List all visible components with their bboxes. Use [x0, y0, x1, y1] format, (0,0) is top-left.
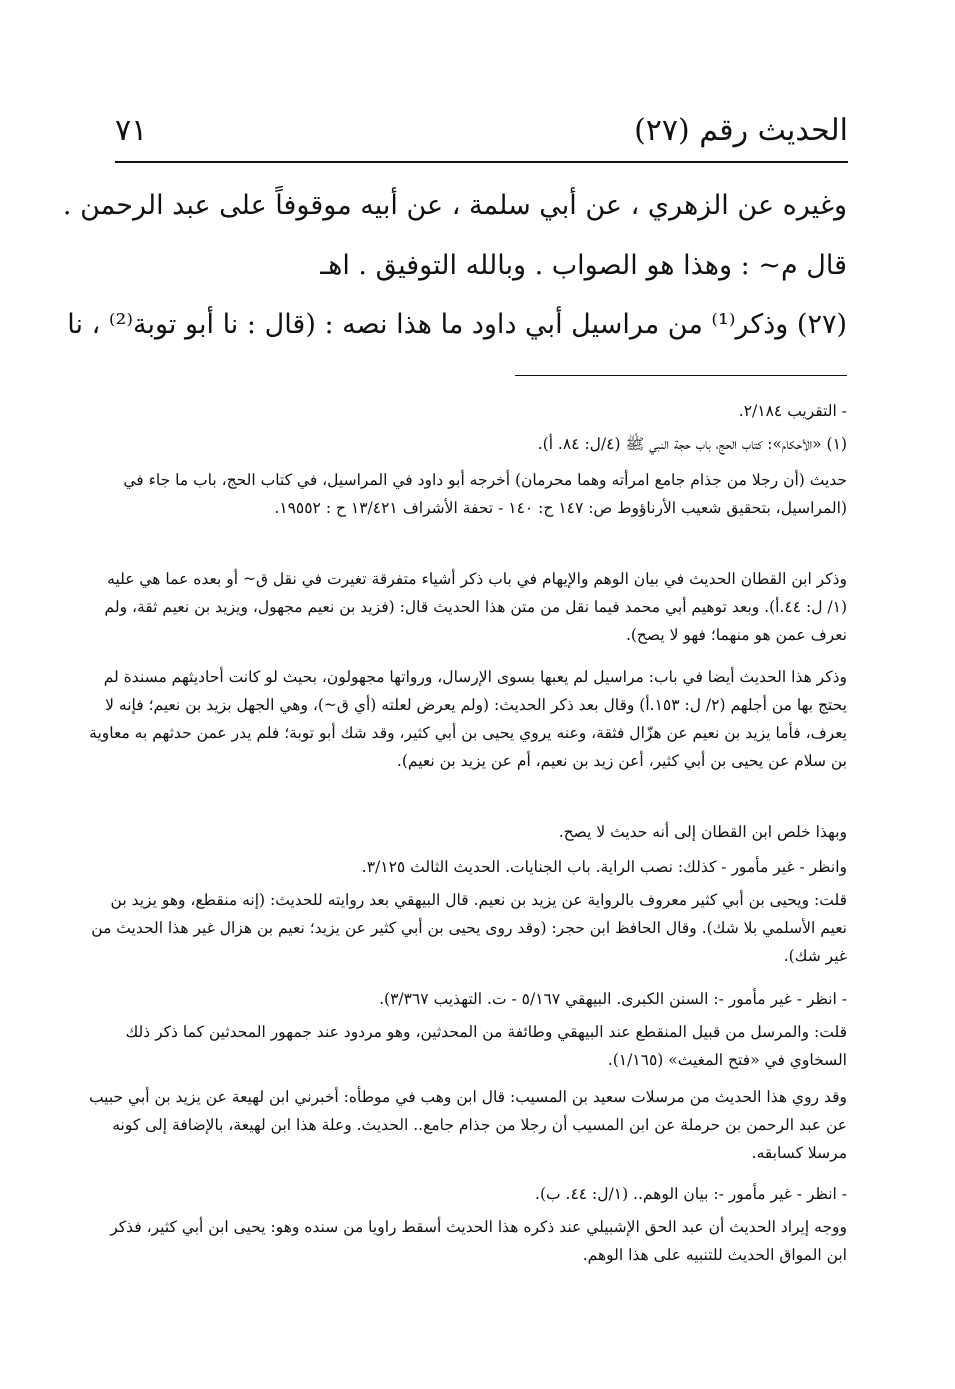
main-text-line: (٢٧) وذكر⁽¹⁾ من مراسيل أبي داود ما هذا نصه : (قال : نا أبو توبة⁽²⁾ ، نا: [67, 309, 847, 340]
footnote-paragraph: وقد روي هذا الحديث من مرسلات سعيد بن المسيب: قال ابن وهب في موطأه: أخبرني ابن لهيعة عن يزيد بن أبي حبيب عن عبد الرحمن بن حرملة عن ابن المسيب أن رجلا من جذام جامع.. الحديث. وعلة هذا ابن لهيعة، بالإضافة إلى كونه مرسلا كسابقه.: [88, 1088, 847, 1162]
footnote-paragraph: وانظر - غير مأمور - كذلك: نصب الراية. باب الجنايات. الحديث الثالث ٣/١٢٥.: [361, 858, 847, 876]
footnote-paragraph: حديث (أن رجلا من جذام جامع امرأته وهما محرمان) أخرجه أبو داود في المراسيل، في كتاب الحج، باب ما جاء في (المراسيل، بتحقيق شعيب الأرناؤوط ص: ١٤٧ ح: ١٤٠ - تحفة الأشراف ١٣/٤٢١ ح : ١٩٥٥٢.: [123, 471, 847, 517]
footnote-paragraph: - التقريب ٢/١٨٤.: [738, 402, 847, 420]
footnote-paragraph: - انظر - غير مأمور -: السنن الكبرى. البيهقي ٥/١٦٧ - ت. التهذيب ٣/٣٦٧).: [379, 990, 847, 1008]
footnote-paragraph: - انظر - غير مأمور -: بيان الوهم.. (١/ل: ٤٤. ب).: [535, 1185, 847, 1203]
footnote-paragraph: قلت: والمرسل من قبيل المنقطع عند البيهقي وطائفة من المحدثين، وهو مردود عند جمهور المحدثين كما ذكر ذلك السخاوي في «فتح المغيث» (١/١٦٥).: [125, 1023, 847, 1069]
main-text-line: وغيره عن الزهري ، عن أبي سلمة ، عن أبيه موقوفاً على عبد الرحمن .: [62, 190, 847, 221]
footnote-paragraph: ووجه إيراد الحديث أن عبد الحق الإشبيلي عند ذكره هذا الحديث أسقط راويا من سنده وهو: يحيى ابن أبي كثير، فذكر ابن المواق الحديث للتنبيه على هذا الوهم.: [110, 1218, 847, 1264]
page-header: [115, 113, 848, 163]
main-text-line: قال م~ : وهذا هو الصواب . وبالله التوفيق . اهـ: [320, 250, 847, 281]
footnote-paragraph: قلت: ويحيى بن أبي كثير معروف بالرواية عن يزيد بن نعيم. قال البيهقي بعد روايته للحديث: (إنه منقطع، وهو يزيد بن نعيم الأسلمي بلا شك). وقال الحافظ ابن حجر: (وقد روى يحيى بن أبي كثير عن يزيد؛ نعيم بن هزال غير هذا الحديث من غير شك).: [91, 891, 847, 965]
footnote-paragraph: وبهذا خلص ابن القطان إلى أنه حديث لا يصح.: [558, 823, 847, 841]
footnote-separator: [515, 375, 847, 376]
page-number: ٧١: [115, 113, 148, 148]
footnote-paragraph: وذكر ابن القطان الحديث في بيان الوهم والإيهام في باب ذكر أشياء متفرقة تغيرت في نقل ق~ أو بعده عما هي عليه (١/ ل: ٤٤.أ). وبعد توهيم أبي محمد فيما نقل من متن هذا الحديث قال: (فزيد بن نعيم مجهول، ويزيد بن نعيم ثقة، ولم نعرف عمن هو منهما؛ فهو لا يصح).: [104, 570, 847, 644]
footnote-paragraph: وذكر هذا الحديث أيضا في باب: مراسيل لم يعبها بسوى الإرسال، ورواتها مجهولون، بحيث لو كانت أحاديثهم مسندة لم يحتج بها من أجلهم (٢/ ل: ١٥٣.أ) وقال بعد ذكر الحديث: (ولم يعرض لعلته (أي ق~)، وهي الجهل بزيد بن نعيم؛ فإنه لا يعرف، فأما يزيد بن نعيم عن هزّال فثقة، وعنه يروي يحيى بن أبي كثير، وقد شك أبو توبة؛ فلم يدر عمن حدثهم به معاوية بن سلام عن يحيى بن أبي كثير، أعن زيد بن نعيم، أم عن يزيد بن نعيم).: [89, 668, 847, 770]
footnote-paragraph: (١) «الأحكام»: كتاب الحج، باب حجة النبي ﷺ (٤/ل: ٨٤. أ).: [537, 435, 847, 453]
running-title: الحديث رقم (٢٧): [634, 113, 848, 148]
